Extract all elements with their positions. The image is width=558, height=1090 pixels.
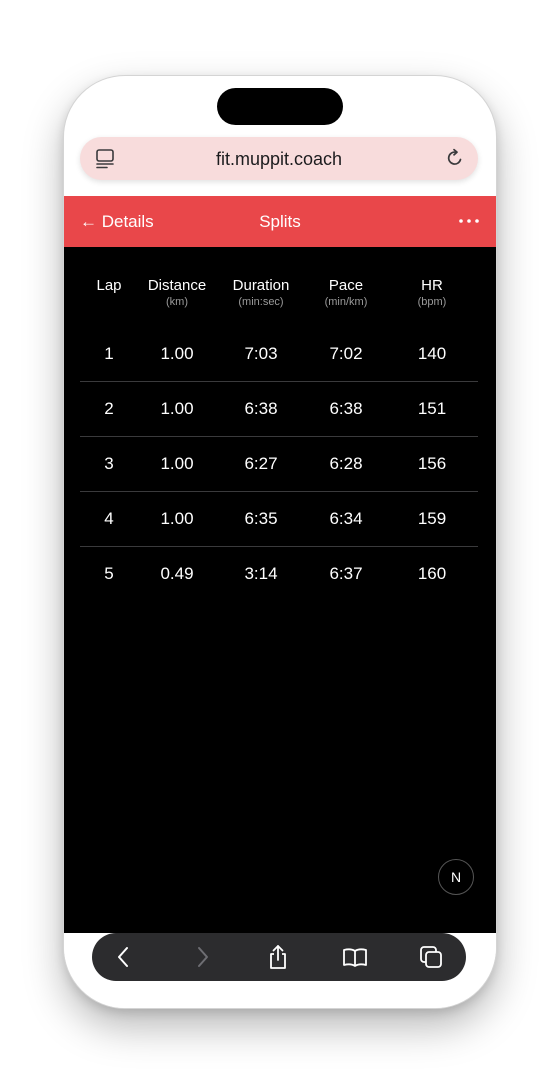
header-label: HR: [421, 277, 443, 294]
dynamic-island: [217, 88, 343, 125]
distance-cell: 1.00: [138, 382, 216, 437]
pace-cell: 7:02: [306, 327, 386, 382]
back-to-details-link[interactable]: ← Details: [80, 212, 154, 231]
chevron-left-icon[interactable]: [110, 943, 138, 971]
phone-frame: [63, 75, 497, 1009]
hr-cell: 156: [386, 437, 478, 492]
reload-icon[interactable]: [444, 147, 466, 169]
hr-cell: 160: [417, 564, 447, 583]
distance-cell: 1.00: [138, 492, 216, 547]
pace-cell: 6:37: [329, 564, 363, 583]
table-row: [80, 437, 478, 492]
share-icon[interactable]: [264, 943, 292, 971]
header-unit: (min/km): [324, 296, 368, 308]
pace-cell: 6:38: [306, 382, 386, 437]
header-lap: [80, 277, 138, 327]
lap-cell: 2: [80, 382, 138, 437]
header-unit: (min:sec): [238, 296, 284, 308]
duration-cell: 3:14: [244, 564, 278, 583]
hr-cell: 140: [386, 327, 478, 382]
lap-cell: 3: [80, 437, 138, 492]
table-row: [80, 327, 478, 382]
header-distance: [138, 277, 216, 327]
duration-cell: 6:38: [216, 382, 306, 437]
address-bar[interactable]: [80, 137, 478, 180]
page-title: Splits: [259, 212, 301, 231]
lap-cell: 4: [80, 492, 138, 547]
header-unit: (km): [166, 296, 188, 308]
table-header-row: [80, 277, 478, 327]
n-badge-button[interactable]: N: [438, 859, 474, 895]
more-dots-icon[interactable]: [456, 214, 482, 228]
lap-cell: 5: [104, 564, 114, 583]
header-duration: [216, 277, 306, 327]
chevron-right-icon[interactable]: [188, 943, 216, 971]
table-row: [80, 382, 478, 437]
url-text[interactable]: fit.muppit.coach: [215, 149, 343, 169]
duration-cell: 6:35: [216, 492, 306, 547]
duration-cell: 6:27: [216, 437, 306, 492]
header-label: Duration: [232, 277, 290, 294]
duration-cell: 7:03: [216, 327, 306, 382]
distance-cell: 1.00: [138, 437, 216, 492]
app-navbar: [64, 196, 496, 247]
lap-cell: 1: [80, 327, 138, 382]
header-label: Distance: [147, 277, 207, 294]
distance-cell: 0.49: [160, 564, 194, 583]
splits-table: [80, 277, 478, 601]
distance-cell: 1.00: [138, 327, 216, 382]
book-icon[interactable]: [341, 943, 369, 971]
hr-cell: 159: [386, 492, 478, 547]
header-pace: [306, 277, 386, 327]
header-label: Pace: [328, 277, 364, 294]
tabs-icon[interactable]: [417, 943, 445, 971]
header-label: Lap: [96, 277, 122, 294]
table-row: [80, 492, 478, 547]
header-hr: [386, 277, 478, 327]
browser-toolbar: [92, 933, 466, 981]
header-unit: (bpm): [417, 296, 447, 308]
hr-cell: 151: [386, 382, 478, 437]
table-row: [80, 547, 478, 602]
pace-cell: 6:34: [306, 492, 386, 547]
splits-content: [64, 247, 496, 933]
pace-cell: 6:28: [306, 437, 386, 492]
